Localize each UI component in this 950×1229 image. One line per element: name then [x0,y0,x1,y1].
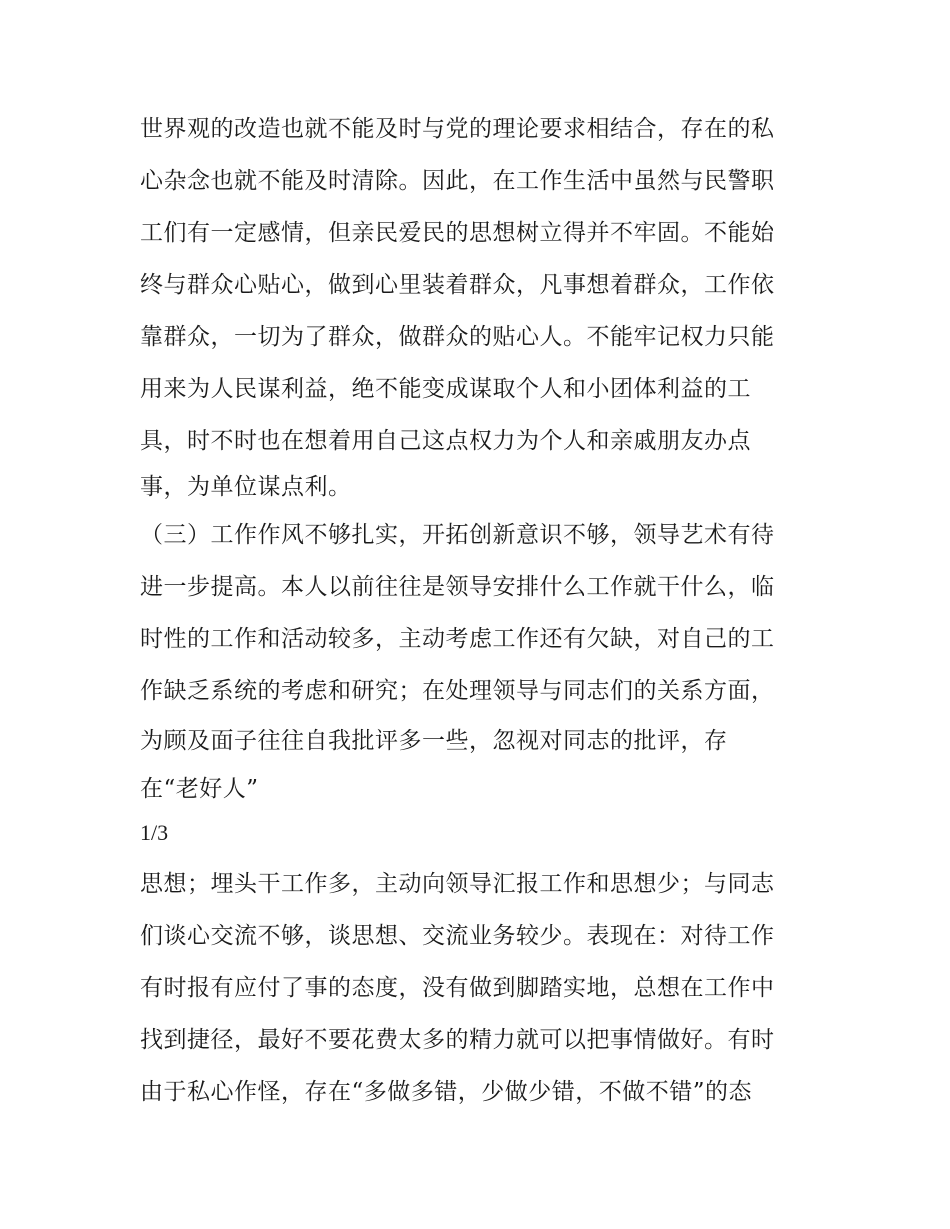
text-line: 作缺乏系统的考虑和研究；在处理领导与同志们的关系方面， [140,678,775,704]
text-line: 世界观的改造也就不能及时与党的理论要求相结合，存在的私 [140,116,775,142]
text-line: 事，为单位谋点利。 [140,474,352,500]
text-line: 为顾及面子往往自我批评多一些，忽视对同志的批评，存 [140,728,728,754]
text-line: 进一步提高。本人以前往往是领导安排什么工作就干什么，临 [140,574,775,600]
text-line: 有时报有应付了事的态度，没有做到脚踏实地，总想在工作中 [140,975,775,1001]
text-line: 时性的工作和活动较多，主动考虑工作还有欠缺，对自己的工 [140,626,775,652]
text-line: 思想；埋头干工作多，主动向领导汇报工作和思想少；与同志 [140,871,775,897]
text-line: 工们有一定感情，但亲民爱民的思想树立得并不牢固。不能始 [140,220,775,246]
text-line: 用来为人民谋利益，绝不能变成谋取个人和小团体利益的工 [140,376,751,402]
text-line: 心杂念也就不能及时清除。因此，在工作生活中虽然与民警职 [140,168,775,194]
text-line: 具，时不时也在想着用自己这点权力为个人和亲戚朋友办点 [140,428,751,454]
text-line: 由于私心作怪，存在“多做多错，少做少错，不做不错”的态 [140,1079,753,1105]
text-line: （三）工作作风不够扎实，开拓创新意识不够，领导艺术有待 [140,522,775,548]
text-line: 靠群众，一切为了群众，做群众的贴心人。不能牢记权力只能 [140,324,775,350]
text-line: 在“老好人” [140,776,259,802]
text-line: 找到捷径，最好不要花费太多的精力就可以把事情做好。有时 [140,1027,775,1053]
text-line: 终与群众心贴心，做到心里装着群众，凡事想着群众，工作依 [140,272,775,298]
text-line: 们谈心交流不够，谈思想、交流业务较少。表现在：对待工作 [140,923,775,949]
page-number: 1/3 [140,820,169,845]
